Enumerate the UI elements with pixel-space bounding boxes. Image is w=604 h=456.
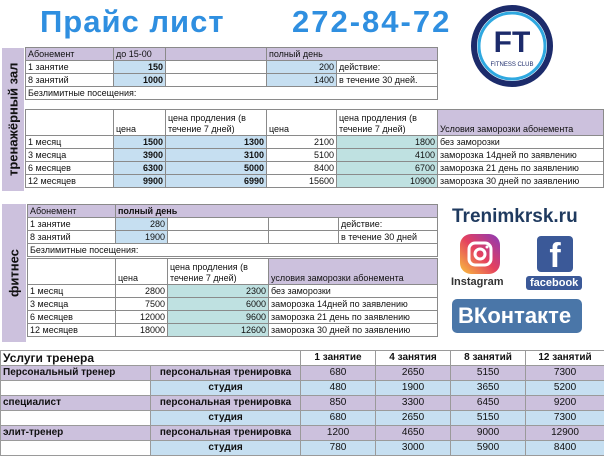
- cell: 1900: [116, 231, 168, 244]
- trainer-services-table: [0, 350, 604, 456]
- cell: 4650: [376, 426, 451, 441]
- cell: 18000: [116, 324, 168, 337]
- cell: 12600: [168, 324, 269, 337]
- cell: 12000: [116, 311, 168, 324]
- cell: 680: [301, 366, 376, 381]
- logo-letters: FT: [493, 26, 531, 59]
- gym-side-label: тренажёрный зал: [2, 48, 24, 191]
- cell: 1900: [376, 381, 451, 396]
- cell: 2650: [376, 411, 451, 426]
- cell: персональная тренировка: [151, 396, 301, 411]
- cell: Абонемент: [26, 48, 114, 61]
- logo-subtitle: FITNESS CLUB: [490, 62, 534, 68]
- cell: 4100: [337, 149, 438, 162]
- cell: заморозка 21 день по заявлению: [438, 162, 604, 175]
- cell: действие:: [337, 61, 438, 74]
- cell: 6990: [166, 175, 267, 188]
- column-header: 4 занятия: [376, 351, 451, 366]
- cell: заморозка 30 дней по заявлению: [438, 175, 604, 188]
- cell: цена: [116, 259, 168, 285]
- cell: действие:: [339, 218, 438, 231]
- cell: 12 месяцев: [28, 324, 116, 337]
- cell: 150: [114, 61, 166, 74]
- cell: 6300: [114, 162, 166, 175]
- cell: 3100: [166, 149, 267, 162]
- cell: 6000: [168, 298, 269, 311]
- cell: цена продления (в течение 7 дней): [168, 259, 269, 285]
- cell: 1 занятие: [26, 61, 114, 74]
- cell: 9600: [168, 311, 269, 324]
- cell: 6700: [337, 162, 438, 175]
- cell: Абонемент: [28, 205, 116, 218]
- cell: 6450: [451, 396, 526, 411]
- cell: [166, 48, 267, 61]
- cell: 12 месяцев: [26, 175, 114, 188]
- cell: в течение 30 дней.: [337, 74, 438, 87]
- column-header: 1 занятие: [301, 351, 376, 366]
- cell: [166, 61, 267, 74]
- cell: [166, 74, 267, 87]
- cell: [1, 411, 151, 426]
- column-header: 8 занятий: [451, 351, 526, 366]
- cell: специалист: [1, 396, 151, 411]
- cell: 10900: [337, 175, 438, 188]
- cell: 5900: [451, 441, 526, 456]
- cell: персональная тренировка: [151, 426, 301, 441]
- cell: студия: [151, 381, 301, 396]
- cell: 680: [301, 411, 376, 426]
- cell: 5000: [166, 162, 267, 175]
- cell: 1000: [114, 74, 166, 87]
- cell: заморозка 14дней по заявлению: [269, 298, 438, 311]
- cell: [28, 259, 116, 285]
- cell: 8400: [526, 441, 604, 456]
- cell: 6 месяцев: [26, 162, 114, 175]
- cell: заморозка 21 день по заявлению: [269, 311, 438, 324]
- cell: Персональный тренер: [1, 366, 151, 381]
- phone-number: 272-84-72: [292, 4, 452, 39]
- fitness-club-logo: [470, 4, 554, 88]
- cell: 1 месяц: [28, 285, 116, 298]
- cell: персональная тренировка: [151, 366, 301, 381]
- cell: 9900: [114, 175, 166, 188]
- facebook-label: facebook: [526, 276, 582, 290]
- cell: 7300: [526, 366, 604, 381]
- instagram-icon[interactable]: [460, 234, 500, 274]
- instagram-label: Instagram: [451, 276, 504, 288]
- cell: 280: [116, 218, 168, 231]
- fitness-prices-table: [27, 258, 438, 337]
- cell: [168, 218, 269, 231]
- cell: 3000: [376, 441, 451, 456]
- cell: [269, 218, 339, 231]
- cell: 3 месяца: [26, 149, 114, 162]
- fitness-table: [27, 204, 438, 257]
- cell: 780: [301, 441, 376, 456]
- cell: 3 месяца: [28, 298, 116, 311]
- gym-prices-table: [25, 109, 604, 188]
- cell: элит-тренер: [1, 426, 151, 441]
- facebook-icon[interactable]: f: [537, 236, 573, 272]
- cell: 1500: [114, 136, 166, 149]
- cell: 9000: [451, 426, 526, 441]
- cell: 1800: [337, 136, 438, 149]
- cell: Безлимитные посещения:: [26, 87, 438, 100]
- cell: 5200: [526, 381, 604, 396]
- services-title: Услуги тренера: [1, 351, 301, 366]
- cell: 2100: [267, 136, 337, 149]
- cell: 2300: [168, 285, 269, 298]
- cell: 7300: [526, 411, 604, 426]
- cell: [1, 441, 151, 456]
- column-header: 12 занятий: [526, 351, 604, 366]
- cell: 3900: [114, 149, 166, 162]
- cell: 2800: [116, 285, 168, 298]
- cell: [269, 231, 339, 244]
- cell: [26, 110, 114, 136]
- cell: 200: [267, 61, 337, 74]
- cell: 5150: [451, 411, 526, 426]
- cell: 9200: [526, 396, 604, 411]
- website-link[interactable]: Trenimkrsk.ru: [452, 206, 578, 227]
- cell: полный день: [116, 205, 438, 218]
- cell: полный день: [267, 48, 438, 61]
- cell: условия заморозки абонемента: [269, 259, 438, 285]
- cell: 1 занятие: [28, 218, 116, 231]
- cell: Безлимитные посещения:: [28, 244, 438, 257]
- cell: цена продления (в течение 7 дней): [337, 110, 438, 136]
- cell: 15600: [267, 175, 337, 188]
- page-title: Прайс лист: [40, 4, 225, 39]
- cell: студия: [151, 411, 301, 426]
- cell: студия: [151, 441, 301, 456]
- cell: цена: [267, 110, 337, 136]
- cell: 3650: [451, 381, 526, 396]
- cell: Условия заморозки абонемента: [438, 110, 604, 136]
- cell: 8 занятий: [28, 231, 116, 244]
- cell: без заморозки: [269, 285, 438, 298]
- gym-table: [25, 47, 438, 100]
- cell: цена продления (в течение 7 дней): [166, 110, 267, 136]
- cell: 850: [301, 396, 376, 411]
- cell: 8 занятий: [26, 74, 114, 87]
- cell: 7500: [116, 298, 168, 311]
- cell: 1400: [267, 74, 337, 87]
- cell: [1, 381, 151, 396]
- cell: цена: [114, 110, 166, 136]
- cell: 480: [301, 381, 376, 396]
- cell: 1300: [166, 136, 267, 149]
- cell: 5150: [451, 366, 526, 381]
- cell: в течение 30 дней: [339, 231, 438, 244]
- cell: 6 месяцев: [28, 311, 116, 324]
- cell: 12900: [526, 426, 604, 441]
- cell: 5100: [267, 149, 337, 162]
- cell: без заморозки: [438, 136, 604, 149]
- cell: до 15-00: [114, 48, 166, 61]
- cell: 8400: [267, 162, 337, 175]
- cell: заморозка 14дней по заявлению: [438, 149, 604, 162]
- cell: [168, 231, 269, 244]
- fitness-side-label: фитнес: [2, 204, 26, 342]
- cell: 1 месяц: [26, 136, 114, 149]
- cell: 1200: [301, 426, 376, 441]
- cell: 2650: [376, 366, 451, 381]
- vk-button[interactable]: ВКонтакте: [452, 299, 582, 333]
- cell: заморозка 30 дней по заявлению: [269, 324, 438, 337]
- cell: 3300: [376, 396, 451, 411]
